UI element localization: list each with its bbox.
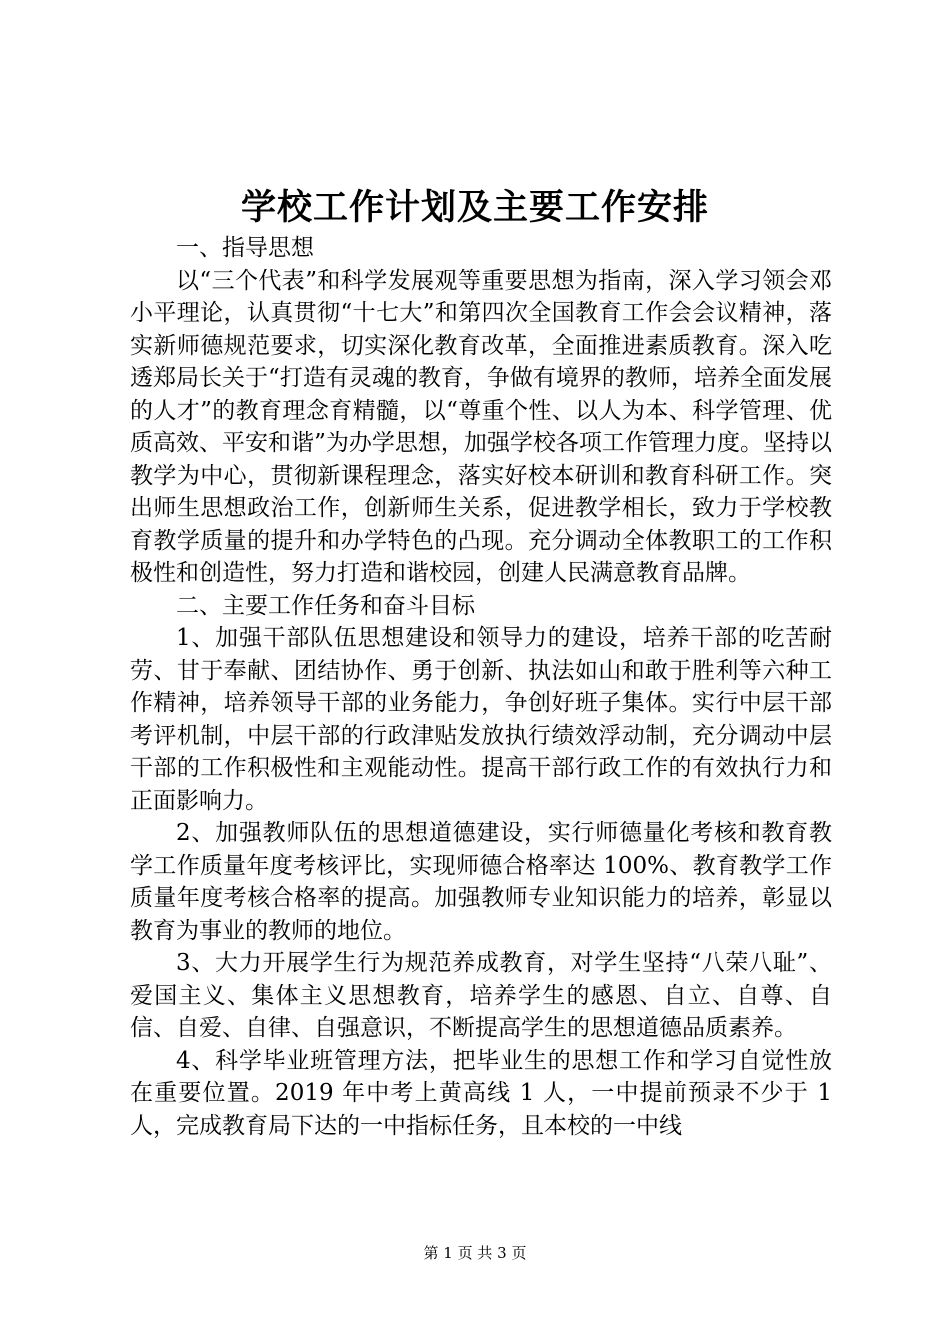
paragraph-task-3: 3、大力开展学生行为规范养成教育，对学生坚持“八荣八耻”、爱国主义、集体主义思想教育，培养学生的感恩、自立、自尊、自信、自爱、自律、自强意识，不断提高学生的思想道德品质素养。 xyxy=(130,950,832,1041)
document-title: 学校工作计划及主要工作安排 xyxy=(240,187,709,228)
paragraph-task-1: 1、加强干部队伍思想建设和领导力的建设，培养干部的吃苦耐劳、甘于奉献、团结协作、勇于创新、执法如山和敢于胜利等六种工作精神，培养领导干部的业务能力，争创好班子集体。实行中层干部考评机制，中层干部的行政津贴发放执行绩效浮动制，充分调动中层干部的工作积极性和主观能动性。提高干部行政工作的有效执行力和正面影响力。 xyxy=(130,625,832,814)
paragraph-guiding-ideology: 以“三个代表”和科学发展观等重要思想为指南，深入学习领会邓小平理论，认真贯彻“十七大”和第四次全国教育工作会会议精神，落实新师德规范要求，切实深化教育改革，全面推进素质教育。深入吃透郑局长关于“打造有灵魂的教育，争做有境界的教师，培养全面发展的人才”的教育理念育精髓，以“尊重个性、以人为本、科学管理、优质高效、平安和谐”为办学思想，加强学校各项工作管理力度。坚持以教学为中心，贯彻新课程理念，落实好校本研训和教育科研工作。突出师生思想政治工作，创新师生关系，促进教学相长，致力于学校教育教学质量的提升和办学特色的凸现。充分调动全体教职工的工作积极性和创造性，努力打造和谐校园，创建人民满意教育品牌。 xyxy=(130,267,832,586)
section-heading-main-tasks: 二、主要工作任务和奋斗目标 xyxy=(176,592,475,619)
document-body xyxy=(130,232,832,1142)
section-heading-guiding-ideology: 一、指导思想 xyxy=(176,235,314,261)
page-footer: 第 1 页 共 3 页 xyxy=(423,1244,527,1262)
paragraph-task-4: 4、科学毕业班管理方法，把毕业生的思想工作和学习自觉性放在重要位置。2019 年中考上黄高线 1 人，一中提前预录不少于 1 人，完成教育局下达的一中指标任务，且本校的一中线 xyxy=(130,1047,832,1139)
paragraph-task-2: 2、加强教师队伍的思想道德建设，实行师德量化考核和教育教学工作质量年度考核评比，实现师德合格率达 100%、教育教学工作质量年度考核合格率的提高。加强教师专业知识能力的培养，彰显以教育为事业的教师的地位。 xyxy=(130,820,832,944)
